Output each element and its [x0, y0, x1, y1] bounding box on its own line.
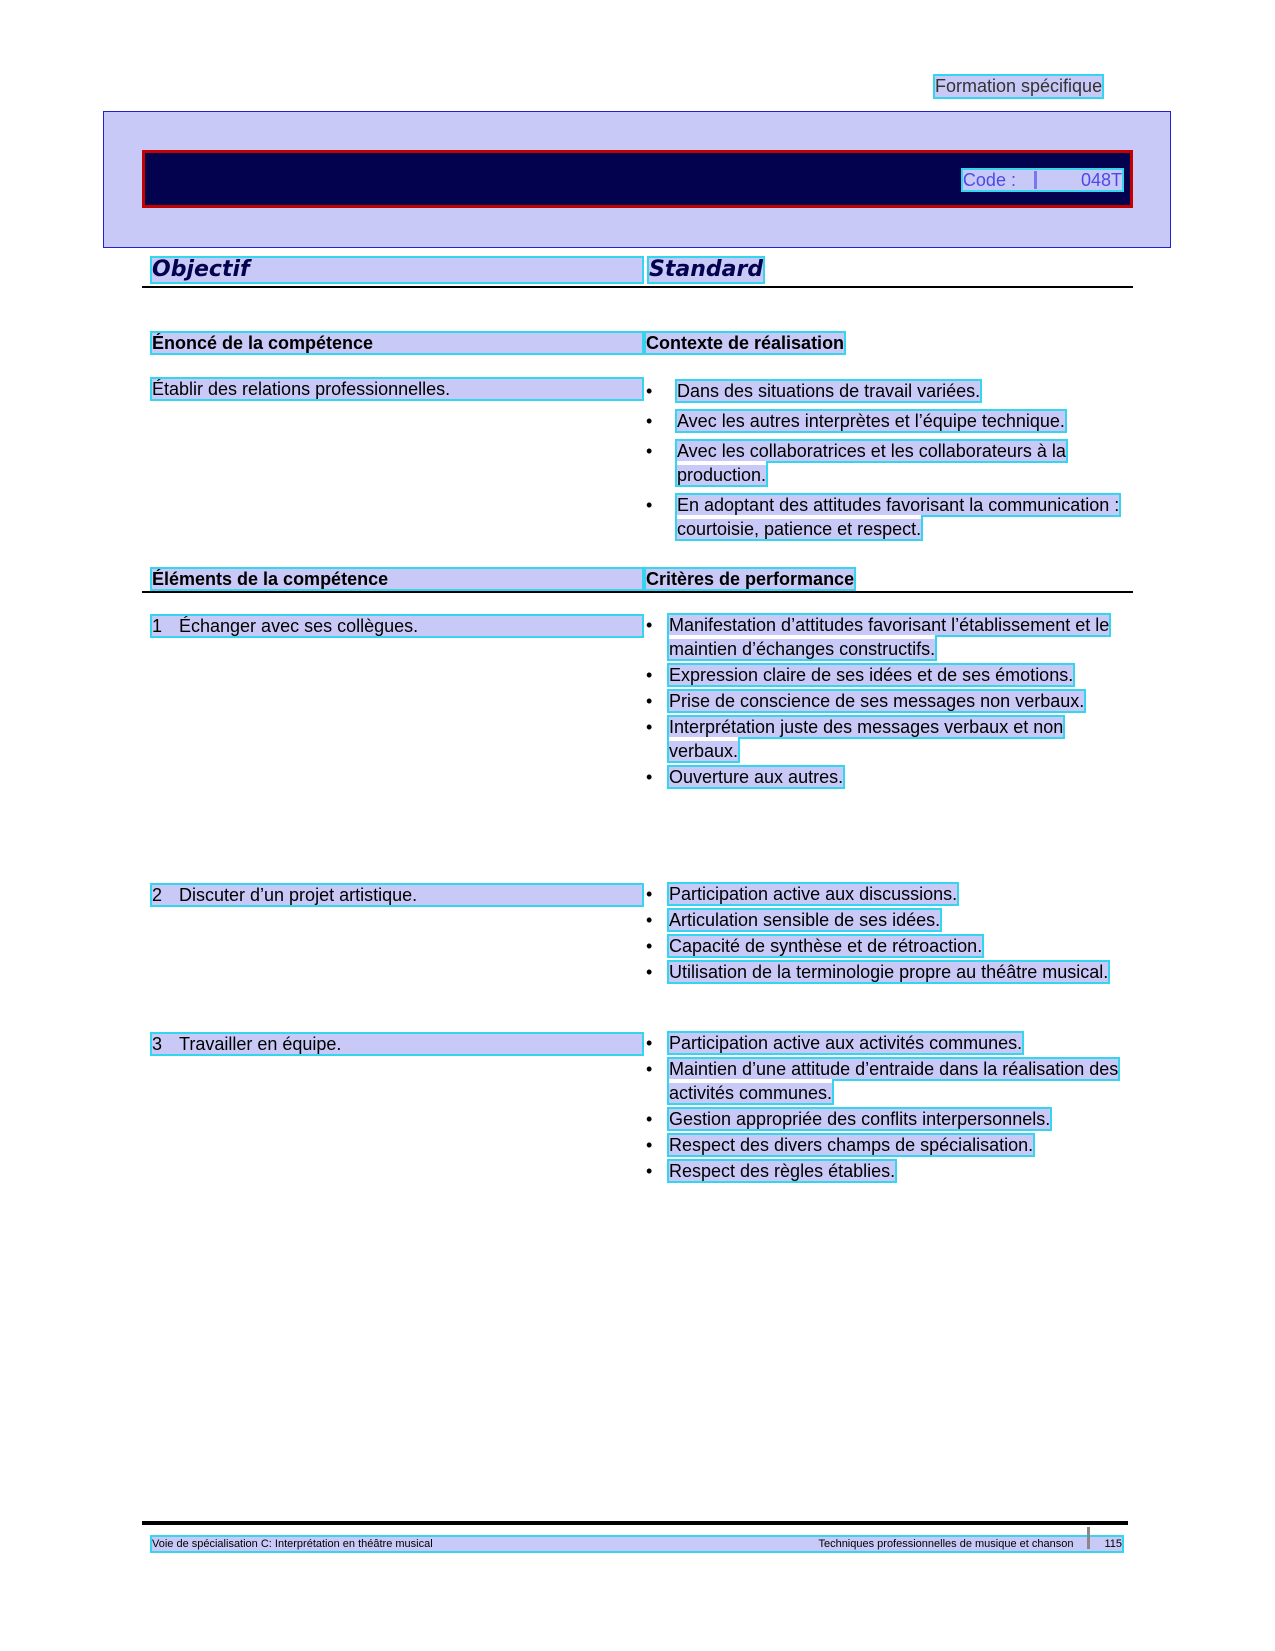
list-item: • Participation active aux activités communes. [646, 1031, 1126, 1055]
contexte-list [646, 379, 1136, 547]
list-item: • Avec les autres interprètes et l’équipe technique. [646, 409, 1136, 433]
elements-heading: Éléments de la compétence [152, 569, 642, 589]
list-item: • Expression claire de ses idées et de ses émotions. [646, 663, 1126, 687]
criteria-list-1 [646, 613, 1126, 791]
code-label: Code : [962, 170, 1016, 190]
list-item: • Utilisation de la terminologie propre au théâtre musical. [646, 960, 1126, 984]
column-heading-objectif: Objectif [152, 258, 642, 282]
list-item: • Gestion appropriée des conflits interpersonnels. [646, 1107, 1126, 1131]
list-item: • Respect des règles établies. [646, 1159, 1126, 1183]
list-item: • Avec les collaboratrices et les collaborateurs à la production. [646, 439, 1136, 487]
footer-program: Voie de spécialisation C: Interprétation en théâtre musical [152, 1538, 433, 1550]
competency-code [963, 170, 1122, 190]
enonce-heading: Énoncé de la compétence [152, 333, 642, 353]
divider [142, 591, 1133, 593]
criteria-list-3 [646, 1031, 1126, 1185]
code-separator [1034, 171, 1037, 189]
element-number: 2 [152, 885, 163, 905]
element-number: 3 [152, 1034, 163, 1054]
page-footer [152, 1537, 1122, 1551]
list-item: • Dans des situations de travail variées. [646, 379, 1136, 403]
footer-separator [1087, 1527, 1090, 1549]
section-tag: Formation spécifique [935, 76, 1103, 96]
criteres-heading: Critères de performance [646, 569, 855, 589]
element-number: 1 [152, 616, 163, 636]
footer-divider [142, 1521, 1128, 1525]
contexte-heading: Contexte de réalisation [646, 333, 845, 353]
element-text: Discuter d’un projet artistique. [179, 885, 418, 905]
footer-right-group [818, 1537, 1122, 1551]
list-item: • Ouverture aux autres. [646, 765, 1126, 789]
element-3 [152, 1034, 642, 1054]
list-item: • En adoptant des attitudes favorisant la communication : courtoisie, patience et respect. [646, 493, 1136, 541]
list-item: • Participation active aux discussions. [646, 882, 1126, 906]
criteria-list-2 [646, 882, 1126, 986]
list-item: • Interprétation juste des messages verbaux et non verbaux. [646, 715, 1126, 763]
list-item: • Maintien d’une attitude d’entraide dans la réalisation des activités communes. [646, 1057, 1126, 1105]
column-heading-standard: Standard [649, 257, 764, 282]
code-value: 048T [1080, 170, 1122, 190]
list-item: • Prise de conscience de ses messages non verbaux. [646, 689, 1126, 713]
page-number: 115 [1104, 1538, 1122, 1550]
element-text: Échanger avec ses collègues. [179, 616, 419, 636]
competency-title-bar [142, 150, 1133, 208]
list-item: • Manifestation d’attitudes favorisant l’établissement et le maintien d’échanges constructifs. [646, 613, 1126, 661]
list-item: • Respect des divers champs de spécialisation. [646, 1133, 1126, 1157]
footer-title: Techniques professionnelles de musique et chanson [818, 1538, 1074, 1550]
divider [142, 286, 1133, 288]
element-text: Travailler en équipe. [179, 1034, 342, 1054]
element-2 [152, 885, 642, 905]
enonce-text: Établir des relations professionnelles. [152, 379, 642, 399]
element-1 [152, 616, 642, 636]
list-item: • Articulation sensible de ses idées. [646, 908, 1126, 932]
list-item: • Capacité de synthèse et de rétroaction. [646, 934, 1126, 958]
